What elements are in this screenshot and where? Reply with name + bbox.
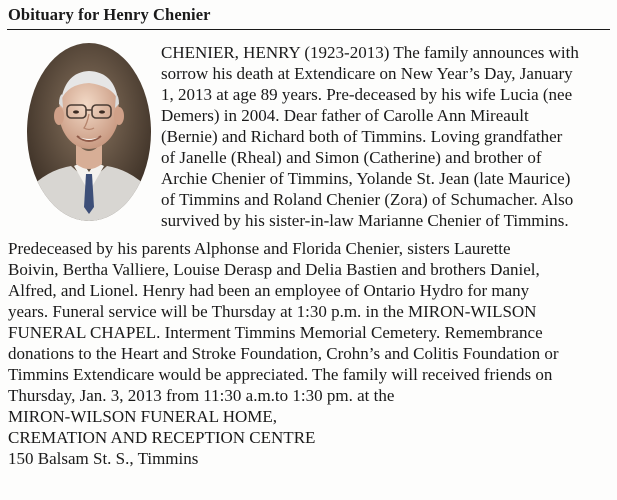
obituary-text-line: Alfred, and Lionel. Henry had been an employee of Ontario Hydro for many [8, 281, 530, 300]
obituary-text-line: FUNERAL CHAPEL. Interment Timmins Memorial Cemetery. Remembrance [8, 323, 543, 342]
obituary-text-line: of Janelle (Rheal) and Simon (Catherine) and brother of [161, 148, 542, 167]
obituary-text-line: survived by his sister-in-law Marianne Chenier of Timmins. [161, 211, 569, 230]
obituary-text-line: Timmins Extendicare would be appreciated. The family will received friends on [8, 365, 553, 384]
obituary-text-line: 150 Balsam St. S., Timmins [8, 449, 199, 468]
obituary-text-line: years. Funeral service will be Thursday at 1:30 p.m. in the MIRON-WILSON [8, 302, 537, 321]
obituary-text-line: (Bernie) and Richard both of Timmins. Loving grandfather [161, 127, 563, 146]
obituary-text-line: Boivin, Bertha Valliere, Louise Derasp and Delia Bastien and brothers Daniel, [8, 260, 540, 279]
obituary-text-line: Archie Chenier of Timmins, Yolande St. Jean (late Maurice) [161, 169, 571, 188]
page-title: Obituary for Henry Chenier [8, 5, 211, 24]
portrait-photo-icon [26, 42, 152, 222]
title-divider [7, 29, 610, 30]
obituary-text-line: Demers) in 2004. Dear father of Carolle Ann Mireault [161, 106, 529, 125]
obituary-text-line: Thursday, Jan. 3, 2013 from 11:30 a.m.to 1:30 pm. at the [8, 386, 395, 405]
obituary-text-line: Predeceased by his parents Alphonse and Florida Chenier, sisters Laurette [8, 239, 511, 258]
obituary-text-line: sorrow his death at Extendicare on New Year’s Day, January [161, 64, 573, 83]
obituary-text-line: CHENIER, HENRY (1923-2013) The family announces with [161, 43, 579, 62]
obituary-text-line: CREMATION AND RECEPTION CENTRE [8, 428, 316, 447]
obituary-text-line: donations to the Heart and Stroke Foundation, Crohn’s and Colitis Foundation or [8, 344, 559, 363]
obituary-text-line: MIRON-WILSON FUNERAL HOME, [8, 407, 277, 426]
obituary-text-line: of Timmins and Roland Chenier (Zora) of Schumacher. Also [161, 190, 574, 209]
obituary-text-line: 1, 2013 at age 89 years. Pre-deceased by his wife Lucia (nee [161, 85, 573, 104]
